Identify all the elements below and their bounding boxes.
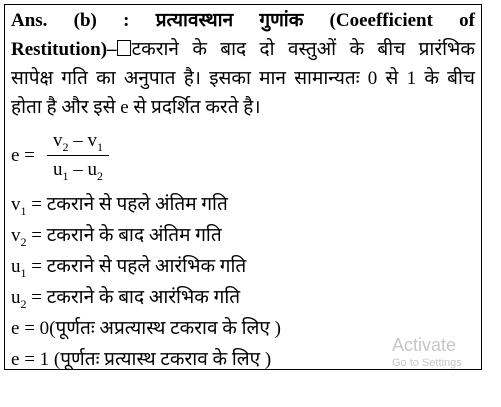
answer-heading: प्रत्यावस्थान गुणांक (Coeefficient of — [155, 10, 475, 31]
definition-e-elastic — [11, 344, 281, 375]
missing-glyph-box-icon — [117, 40, 131, 56]
formula-fraction — [47, 129, 109, 182]
def-subscript: 2 — [20, 296, 27, 311]
definition-v2 — [11, 220, 281, 251]
definition-u2 — [11, 282, 281, 313]
answer-paragraph — [11, 6, 475, 122]
def-symbol: v — [11, 194, 21, 215]
def-text: = टकराने से पहले अंतिम गति — [26, 194, 228, 215]
formula-term: v — [53, 130, 63, 151]
para-line — [11, 6, 475, 35]
def-symbol: e — [11, 349, 20, 370]
definition-e-inelastic — [11, 313, 281, 344]
formula-term: u — [53, 159, 63, 180]
def-symbol: u — [11, 256, 21, 277]
fraction-bar — [47, 155, 109, 156]
formula-term: u — [87, 159, 97, 180]
definition-list — [11, 189, 281, 375]
formula-denominator — [47, 158, 109, 182]
para-text: सापेक्ष गति का अनुपात है। इसका मान सामान्यतः 0 से 1 के बीच — [11, 68, 475, 89]
formula-subscript: 1 — [97, 139, 103, 154]
watermark-subtitle: Go to Settings — [392, 357, 462, 369]
def-symbol: e — [11, 318, 20, 339]
answer-heading-cont: Restitution)– — [11, 39, 117, 60]
formula-subscript: 2 — [62, 139, 69, 154]
definition-u1 — [11, 251, 281, 282]
formula-subscript: 1 — [62, 168, 69, 183]
formula-lhs: e = — [11, 145, 35, 166]
def-text: = टकराने के बाद आरंभिक गति — [26, 287, 241, 308]
definition-v1 — [11, 189, 281, 220]
formula-numerator — [47, 129, 109, 153]
formula-term: v — [87, 130, 97, 151]
def-text: = 0(पूर्णतः अप्रत्यास्थ टकराव के लिए ) — [19, 318, 282, 339]
watermark-title: Activate — [392, 335, 457, 355]
formula-subscript: 2 — [97, 168, 103, 183]
answer-box — [4, 4, 482, 370]
para-text: होता है और इसे e से प्रदर्शित करते है। — [11, 97, 261, 118]
formula-operator: – — [68, 159, 88, 180]
def-text: = 1 (पूर्णतः प्रत्यास्थ टकराव के लिए ) — [24, 349, 272, 370]
formula-operator: – — [68, 130, 88, 151]
def-text: = टकराने से पहले आरंभिक गति — [26, 256, 247, 277]
para-text: टकराने के बाद दो वस्तुओं के बीच प्रारंभिक — [131, 39, 475, 60]
para-line — [11, 35, 475, 64]
def-subscript: 2 — [20, 234, 27, 249]
answer-label: Ans. (b) : — [11, 10, 156, 31]
def-symbol: v — [11, 225, 21, 246]
para-line — [11, 64, 475, 93]
def-subscript: 1 — [20, 203, 27, 218]
def-text: = टकराने के बाद अंतिम गति — [26, 225, 222, 246]
def-subscript: 1 — [20, 265, 27, 280]
def-symbol: u — [11, 287, 21, 308]
para-line — [11, 93, 475, 122]
